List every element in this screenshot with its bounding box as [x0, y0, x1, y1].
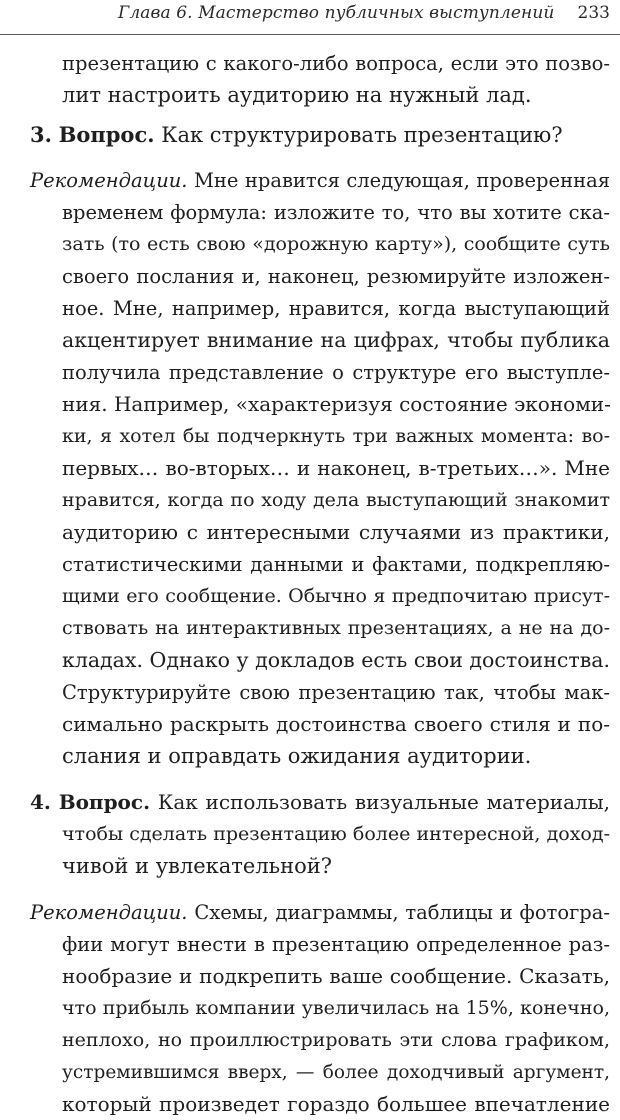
text-line: неплохо, но проиллюстрировать эти слова графиком, — [62, 1029, 610, 1051]
text-line: слания и оправдать ожидания аудитории. — [62, 744, 532, 768]
text-line: чивой и увлекательной? — [62, 854, 332, 878]
text-line: симально раскрыть достоинства своего стиля и по- — [62, 712, 610, 736]
text-line: Мне нравится следующая, проверенная — [193, 169, 611, 192]
question-4-first-line — [30, 787, 610, 818]
text-line: нообразие и подкрепить ваше сообщение. Сказать, — [62, 964, 610, 988]
running-title: Глава 6. Мастерство публичных выступлений — [118, 3, 555, 23]
question-label: Вопрос. — [58, 790, 151, 814]
recommendation-4-first-line — [30, 897, 610, 928]
text-line: который произведет гораздо большее впечатление — [62, 1092, 610, 1116]
recommendation-label: Рекомендации. — [30, 169, 188, 192]
question-3 — [30, 119, 610, 150]
recommendation-3-first-line — [30, 165, 610, 196]
text-line: получила представление о структуре его выступле- — [62, 361, 610, 384]
text-line: кладах. Однако у докладов есть свои достоинства. — [62, 648, 610, 672]
text-line: презентацию с какого-либо вопроса, если это позво- — [62, 52, 610, 75]
text-line: нравится, когда по ходу дела выступающий знакомит — [62, 489, 610, 511]
text-line: ствовать на интерактивных презентациях, а не на до- — [62, 617, 610, 639]
text-line: акцентирует внимание на цифрах, чтобы публика — [62, 328, 610, 352]
text-line: щими его сообщение. Обычно я предпочитаю присут- — [62, 585, 610, 607]
text-line: лит настроить аудиторию на нужный лад. — [62, 83, 532, 107]
text-line: зать (то есть свою «дорожную карту»), сообщите суть — [62, 233, 610, 255]
text-line: ния. Например, «характеризуя состояние экономи- — [62, 392, 611, 416]
text-line: Структурируйте свою презентацию так, чтобы мак- — [62, 681, 610, 704]
text-line: первых… во-вторых… и наконец, в-третьих…». Мне — [62, 456, 610, 480]
text-line: временем формула: изложите то, что вы хотите ска- — [62, 201, 610, 224]
text-line: устремившимся вверх, — более доходчивый аргумент, — [62, 1062, 610, 1083]
text-line: ное. Мне, например, нравится, когда выступающий — [62, 297, 610, 320]
text-line: чтобы сделать презентацию более интересной, доход- — [62, 823, 610, 845]
text-line: статистическими данными и фактами, подкрепляю- — [62, 553, 610, 576]
text-line: фии могут внести в презентацию определенное раз- — [62, 933, 610, 956]
question-text: Как структурировать презентацию? — [161, 123, 563, 147]
question-number: 3. — [30, 122, 52, 147]
recommendation-label: Рекомендации. — [30, 901, 188, 924]
text-line: Схемы, диаграммы, таблицы и фотогра- — [194, 901, 611, 924]
text-line: что прибыль компании увеличилась на 15%, конечно, — [62, 997, 610, 1019]
question-text: Как использовать визуальные материалы, — [157, 790, 610, 814]
question-number: 4. — [30, 790, 51, 814]
question-label: Вопрос. — [58, 122, 155, 147]
text-line: аудиторию с интересными случаями из практики, — [62, 520, 610, 544]
text-line: ки, я хотел бы подчеркнуть три важных момента: во- — [62, 425, 610, 447]
text-line: своего послания и, наконец, резюмируйте изложен- — [62, 265, 610, 288]
page-number: 233 — [577, 3, 610, 23]
page-header — [0, 0, 620, 35]
